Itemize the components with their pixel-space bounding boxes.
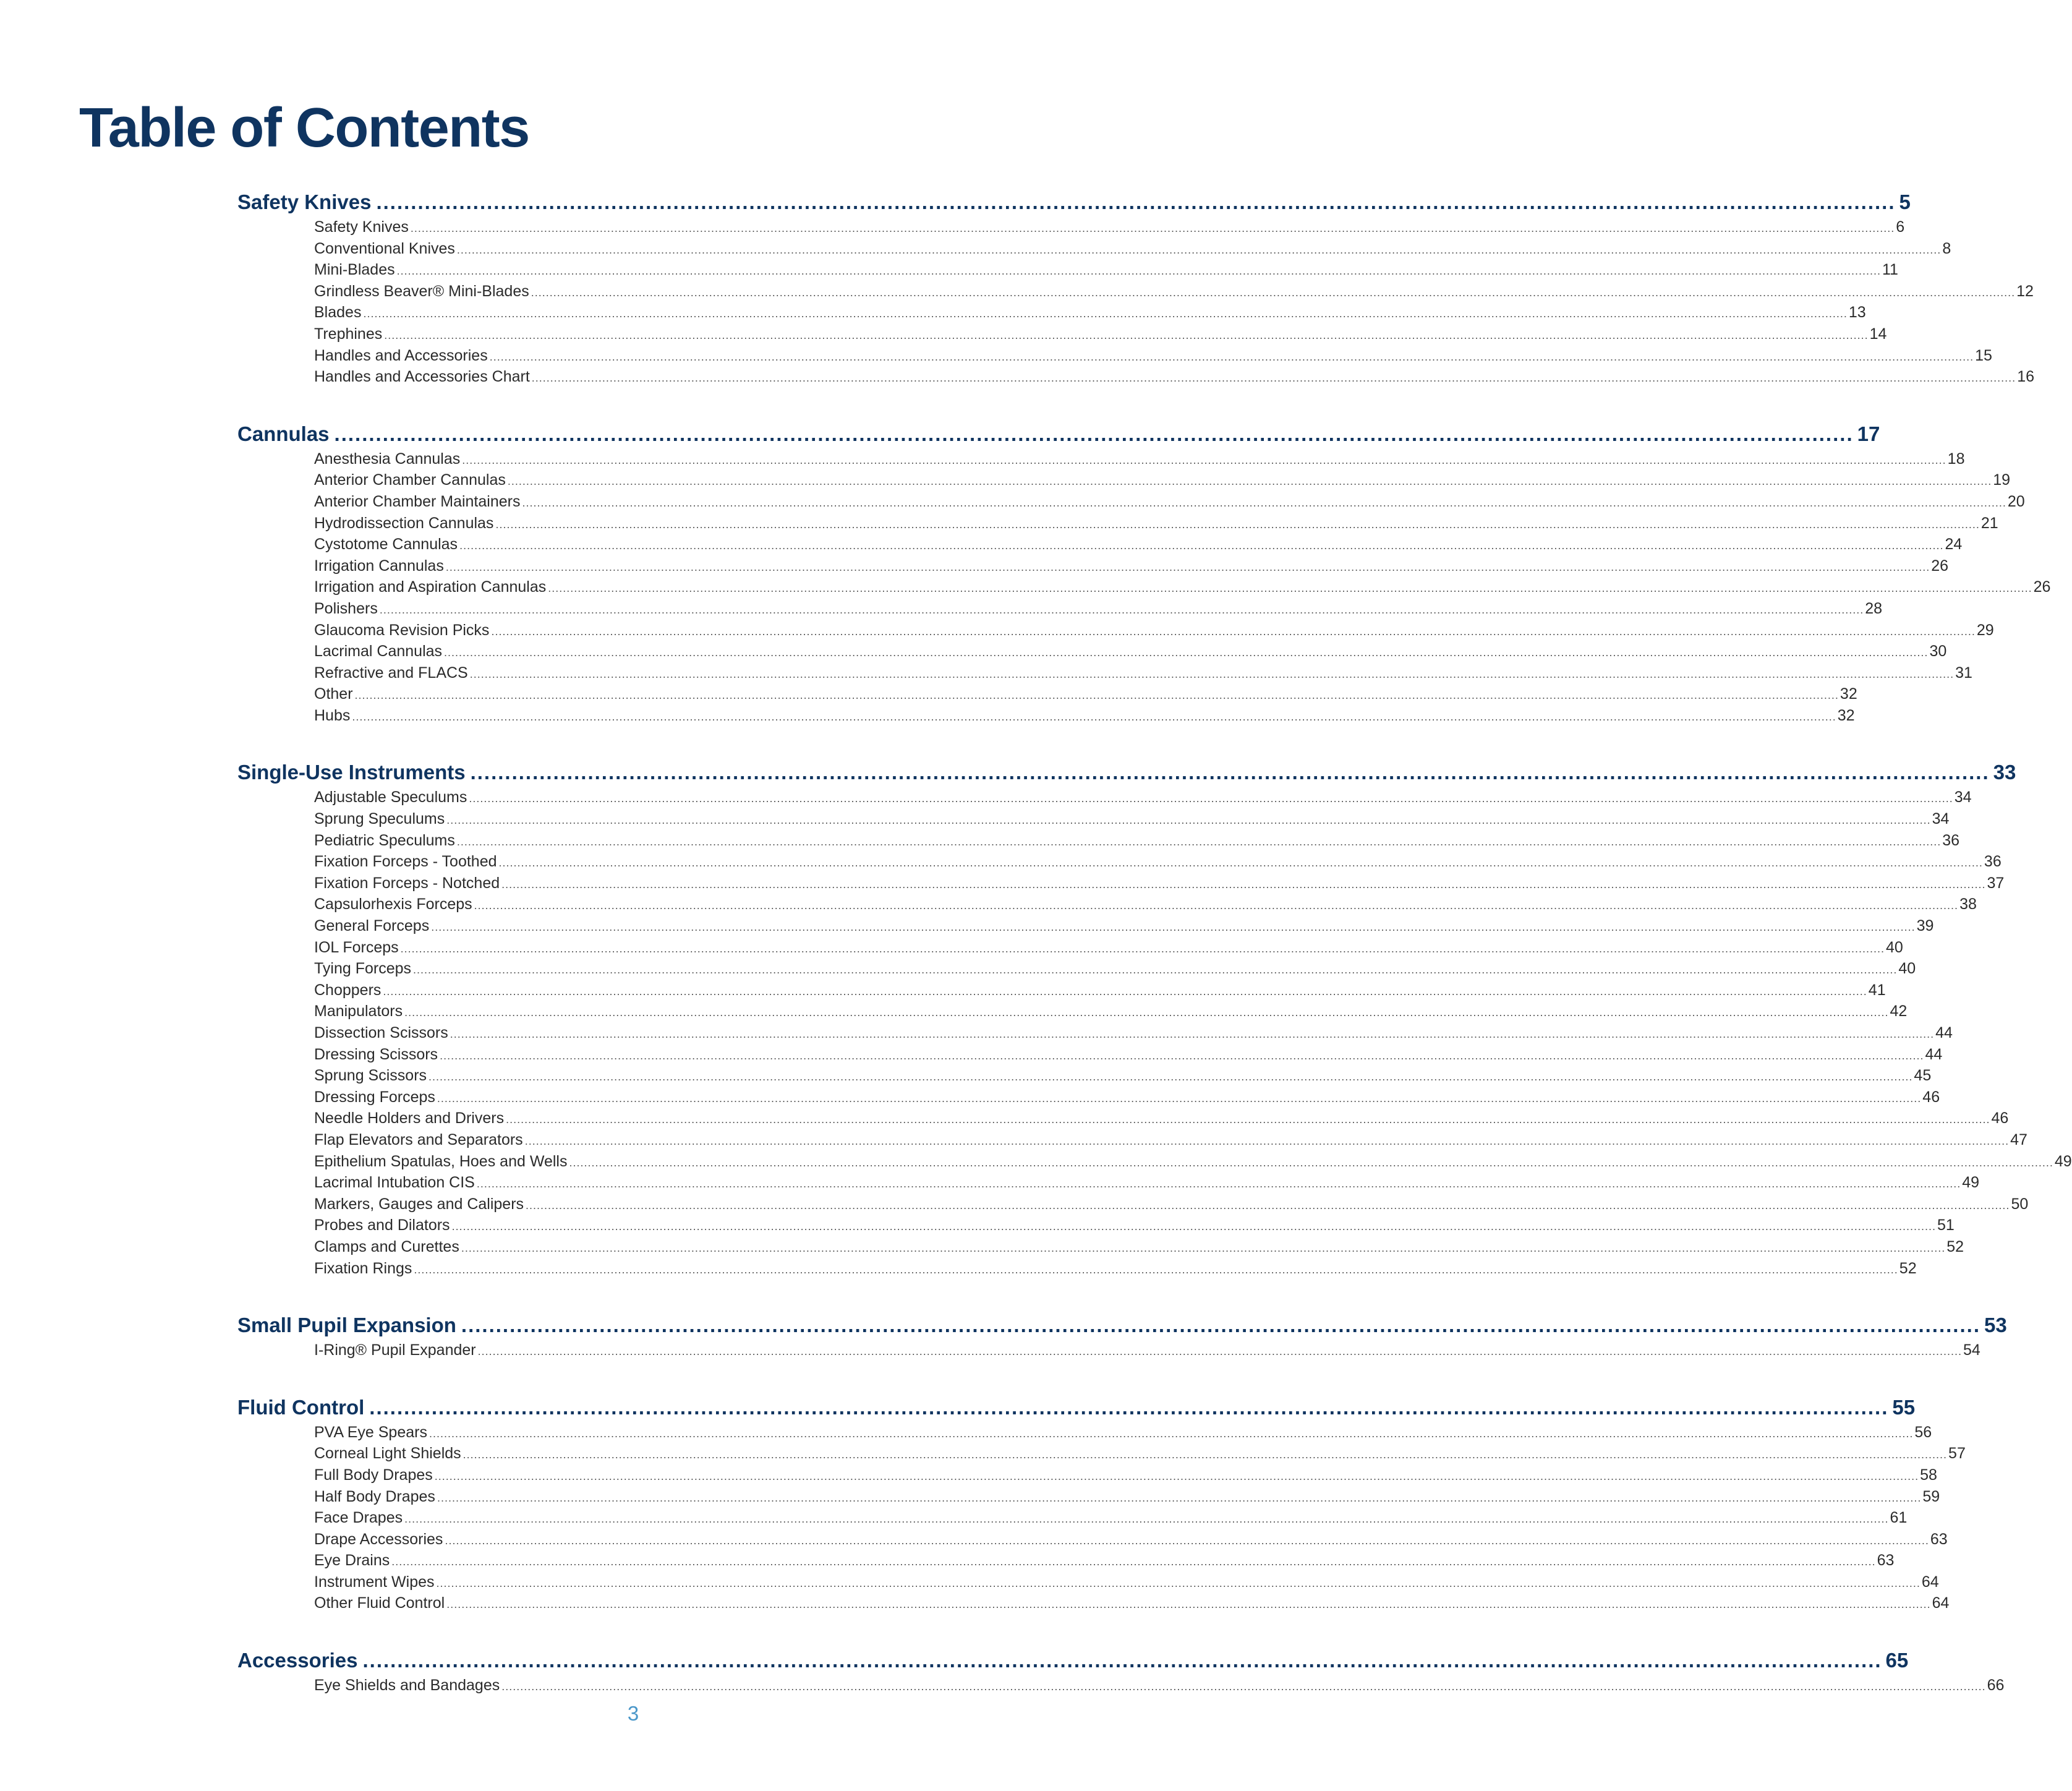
dot-leader: ................................................................................................................................................................................................................................................................................................................................................................................................................ <box>414 1263 1898 1276</box>
toc-item[interactable] <box>314 808 1950 830</box>
item-page-number: 40 <box>1898 960 1916 978</box>
toc-item[interactable] <box>314 1236 1964 1258</box>
toc-item[interactable] <box>314 1172 1980 1194</box>
section-title: Safety Knives <box>237 190 372 213</box>
item-page-number: 26 <box>2033 578 2051 596</box>
dot-leader: ............................................................................................................................................................................................................................ <box>461 1314 1980 1337</box>
toc-item[interactable] <box>314 1022 1953 1044</box>
dot-leader: ................................................................................................................................................................................................................................................................................................................................................................................................................ <box>498 857 1983 870</box>
item-label: Instrument Wipes <box>314 1573 435 1591</box>
dot-leader: ................................................................................................................................................................................................................................................................................................................................................................................................................ <box>404 1006 1889 1019</box>
toc-item[interactable] <box>314 259 1898 281</box>
item-label: Needle Holders and Drivers <box>314 1109 505 1127</box>
item-page-number: 39 <box>1916 917 1934 935</box>
dot-leader: ................................................................................................................................................................................................................................................................................................................................................................................................................ <box>391 1555 1876 1568</box>
item-label: Trephines <box>314 325 383 343</box>
item-label: Lacrimal Intubation CIS <box>314 1174 475 1192</box>
item-page-number: 44 <box>1925 1045 1943 1063</box>
item-label: Manipulators <box>314 1002 403 1020</box>
item-page-number: 54 <box>1963 1341 1980 1359</box>
item-page-number: 58 <box>1920 1466 1937 1484</box>
toc-item[interactable] <box>314 323 1887 345</box>
section-spacer <box>237 1279 1008 1311</box>
item-label: Half Body Drapes <box>314 1487 435 1505</box>
item-page-number: 51 <box>1937 1216 1955 1234</box>
toc-item[interactable] <box>314 555 1949 577</box>
item-label: I-Ring® Pupil Expander <box>314 1341 476 1359</box>
item-page-number: 46 <box>1991 1109 2009 1127</box>
toc-item[interactable] <box>314 915 1934 937</box>
item-page-number: 64 <box>1921 1573 1939 1591</box>
item-page-number: 40 <box>1886 938 1903 956</box>
item-label: Adjustable Speculums <box>314 789 467 806</box>
toc-item[interactable] <box>314 958 1916 980</box>
item-page-number: 47 <box>2010 1131 2027 1148</box>
item-label: Fixation Rings <box>314 1259 412 1277</box>
item-page-number: 32 <box>1840 685 1857 703</box>
dot-leader: ................................................................................................................................................................................................................................................................................................................................................................................................................ <box>428 1071 1913 1084</box>
dot-leader: ................................................................................................................................................................................................................................................................................................................................................................................................................ <box>400 942 1885 955</box>
item-page-number: 8 <box>1942 239 1951 257</box>
toc-item[interactable] <box>314 1129 2027 1151</box>
item-label: Anterior Chamber Maintainers <box>314 492 521 510</box>
toc-section <box>237 1646 2005 1696</box>
toc-item[interactable] <box>314 491 2025 513</box>
item-label: Glaucoma Revision Picks <box>314 621 490 639</box>
item-label: Fixation Forceps - Notched <box>314 874 500 892</box>
toc-item[interactable] <box>314 1529 1948 1550</box>
dot-leader: ................................................................................................................................................................................................................................................................................................................................................................................................................ <box>383 985 1867 998</box>
item-label: Safety Knives <box>314 218 409 236</box>
toc-item[interactable] <box>314 851 2002 873</box>
toc-item[interactable] <box>314 534 1963 555</box>
item-page-number: 14 <box>1869 325 1887 343</box>
dot-leader: ................................................................................................................................................................................................................................................................................................................................................................................................................ <box>437 1491 1922 1504</box>
item-page-number: 49 <box>2054 1152 2072 1170</box>
toc-item[interactable] <box>314 1258 1917 1280</box>
dot-leader: ................................................................................................................................................................................................................................................................................................................................................................................................................ <box>354 689 1839 702</box>
item-page-number: 6 <box>1896 218 1905 236</box>
dot-leader: ................................................................................................................................................................................................................................................................................................................................................................................................................ <box>396 265 1881 278</box>
dot-leader: ............................................................................................................................................................................................................................ <box>334 422 1854 445</box>
item-label: Conventional Knives <box>314 239 455 257</box>
dot-leader: ................................................................................................................................................................................................................................................................................................................................................................................................................ <box>450 1028 1935 1040</box>
toc-item[interactable] <box>314 598 1883 620</box>
item-label: Flap Elevators and Separators <box>314 1131 523 1148</box>
toc-item[interactable] <box>314 576 2051 598</box>
item-label: Sprung Speculums <box>314 810 445 828</box>
item-page-number: 41 <box>1868 981 1886 999</box>
dot-leader: ................................................................................................................................................................................................................................................................................................................................................................................................................ <box>451 1220 1936 1233</box>
toc-item[interactable] <box>314 787 1972 808</box>
section-page-number: 17 <box>1857 422 1880 445</box>
item-page-number: 36 <box>1984 853 2002 871</box>
item-page-number: 46 <box>1922 1088 1940 1106</box>
dot-leader: ................................................................................................................................................................................................................................................................................................................................................................................................................ <box>548 582 2032 595</box>
toc-item[interactable] <box>314 1507 1908 1529</box>
item-page-number: 52 <box>1946 1237 1964 1255</box>
toc-section <box>237 188 2034 420</box>
item-label: Eye Shields and Bandages <box>314 1677 500 1695</box>
dot-leader: ................................................................................................................................................................................................................................................................................................................................................................................................................ <box>446 1598 1931 1611</box>
dot-leader: ................................................................................................................................................................................................................................................................................................................................................................................................................ <box>384 328 1869 341</box>
dot-leader: ................................................................................................................................................................................................................................................................................................................................................................................................................ <box>501 1680 1986 1693</box>
item-page-number: 29 <box>1976 621 1994 639</box>
item-label: Grindless Beaver® Mini-Blades <box>314 282 529 300</box>
dot-leader: ................................................................................................................................................................................................................................................................................................................................................................................................................ <box>476 1178 1961 1190</box>
item-page-number: 66 <box>1987 1677 2005 1695</box>
toc-item-list <box>314 448 2051 727</box>
item-label: Corneal Light Shields <box>314 1445 461 1463</box>
section-spacer <box>237 1361 1008 1393</box>
item-label: Dissection Scissors <box>314 1024 448 1041</box>
item-label: Lacrimal Cannulas <box>314 643 443 660</box>
dot-leader: ................................................................................................................................................................................................................................................................................................................................................................................................................ <box>491 625 1976 638</box>
toc-item[interactable] <box>314 345 1992 367</box>
dot-leader: ................................................................................................................................................................................................................................................................................................................................................................................................................ <box>404 1513 1889 1526</box>
toc-section <box>237 1311 2007 1393</box>
item-label: Dressing Scissors <box>314 1045 438 1063</box>
item-label: Sprung Scissors <box>314 1067 427 1085</box>
dot-leader: ................................................................................................................................................................................................................................................................................................................................................................................................................ <box>461 1241 1946 1254</box>
dot-leader: ................................................................................................................................................................................................................................................................................................................................................................................................................ <box>569 1156 2053 1169</box>
dot-leader: ................................................................................................................................................................................................................................................................................................................................................................................................................ <box>445 560 1930 573</box>
item-page-number: 64 <box>1932 1594 1950 1612</box>
item-page-number: 61 <box>1890 1509 1908 1527</box>
item-page-number: 19 <box>1993 471 2011 489</box>
section-title: Fluid Control <box>237 1395 365 1419</box>
dot-leader: ............................................................................................................................................................................................................................ <box>362 1649 1882 1672</box>
dot-leader: ................................................................................................................................................................................................................................................................................................................................................................................................................ <box>446 814 1931 827</box>
toc-item[interactable] <box>314 1044 1943 1066</box>
dot-leader: ................................................................................................................................................................................................................................................................................................................................................................................................................ <box>495 518 1980 531</box>
item-page-number: 63 <box>1877 1552 1895 1570</box>
dot-leader: ................................................................................................................................................................................................................................................................................................................................................................................................................ <box>522 496 2006 509</box>
item-page-number: 12 <box>2016 282 2034 300</box>
toc-item[interactable] <box>314 1108 2009 1129</box>
item-label: Dressing Forceps <box>314 1088 435 1106</box>
toc-section-heading[interactable] <box>237 1393 1916 1422</box>
toc-item[interactable] <box>314 1087 1940 1108</box>
toc-item[interactable] <box>314 366 2034 388</box>
item-page-number: 31 <box>1955 664 1972 682</box>
toc-item[interactable] <box>314 1592 1950 1614</box>
item-label: Markers, Gauges and Calipers <box>314 1195 524 1213</box>
dot-leader: ................................................................................................................................................................................................................................................................................................................................................................................................................ <box>444 646 1929 659</box>
toc-item[interactable] <box>314 1550 1895 1571</box>
section-spacer <box>237 388 1008 420</box>
toc-item[interactable] <box>314 1443 1966 1464</box>
item-label: PVA Eye Spears <box>314 1423 427 1441</box>
item-page-number: 63 <box>1930 1530 1948 1548</box>
item-label: Capsulorhexis Forceps <box>314 896 472 913</box>
item-label: Tying Forceps <box>314 960 412 978</box>
dot-leader: ................................................................................................................................................................................................................................................................................................................................................................................................................ <box>506 1113 1990 1126</box>
toc-item[interactable] <box>314 1001 1908 1022</box>
item-page-number: 28 <box>1865 599 1883 617</box>
toc-item-list <box>314 1675 2005 1696</box>
item-page-number: 45 <box>1914 1067 1932 1085</box>
toc-item[interactable] <box>314 1464 1937 1486</box>
toc-item[interactable] <box>314 1486 1940 1508</box>
item-label: Handles and Accessories Chart <box>314 368 530 386</box>
toc-item[interactable] <box>314 448 1965 470</box>
dot-leader: ............................................................................................................................................................................................................................ <box>369 1395 1889 1419</box>
item-page-number: 34 <box>1932 810 1950 828</box>
dot-leader: ................................................................................................................................................................................................................................................................................................................................................................................................................ <box>507 475 1992 488</box>
item-label: Anterior Chamber Cannulas <box>314 471 506 489</box>
dot-leader: ................................................................................................................................................................................................................................................................................................................................................................................................................ <box>463 1448 1948 1461</box>
toc-section-heading[interactable] <box>237 1646 1909 1675</box>
dot-leader: ................................................................................................................................................................................................................................................................................................................................................................................................................ <box>437 1092 1922 1105</box>
item-label: Cystotome Cannulas <box>314 536 458 554</box>
toc-item[interactable] <box>314 662 1972 684</box>
item-label: Fixation Forceps - Toothed <box>314 853 497 871</box>
item-page-number: 57 <box>1948 1445 1966 1463</box>
toc-item-list <box>314 1422 1966 1614</box>
item-label: Handles and Accessories <box>314 346 488 364</box>
toc-section <box>237 1393 1966 1646</box>
toc-item[interactable] <box>314 980 1886 1001</box>
item-label: IOL Forceps <box>314 938 399 956</box>
item-page-number: 49 <box>1962 1174 1980 1192</box>
dot-leader: ................................................................................................................................................................................................................................................................................................................................................................................................................ <box>501 878 1986 891</box>
item-label: Drape Accessories <box>314 1530 443 1548</box>
toc-item[interactable] <box>314 830 1960 852</box>
dot-leader: ................................................................................................................................................................................................................................................................................................................................................................................................................ <box>474 899 1959 912</box>
dot-leader: ................................................................................................................................................................................................................................................................................................................................................................................................................ <box>526 1199 2010 1212</box>
item-page-number: 37 <box>1987 874 2005 892</box>
section-page-number: 55 <box>1892 1395 1916 1419</box>
dot-leader: ................................................................................................................................................................................................................................................................................................................................................................................................................ <box>445 1534 1929 1547</box>
toc-item-list <box>314 216 2034 388</box>
toc-item[interactable] <box>314 216 1905 238</box>
item-label: Refractive and FLACS <box>314 664 468 682</box>
item-label: Clamps and Curettes <box>314 1237 459 1255</box>
item-label: Choppers <box>314 981 382 999</box>
toc-item[interactable] <box>314 1194 2029 1215</box>
toc-item[interactable] <box>314 1340 1980 1361</box>
toc-section-heading[interactable] <box>237 758 2016 787</box>
dot-leader: ................................................................................................................................................................................................................................................................................................................................................................................................................ <box>434 1469 1919 1482</box>
item-label: Polishers <box>314 599 378 617</box>
toc-item[interactable] <box>314 705 1855 727</box>
item-label: Other Fluid Control <box>314 1594 445 1612</box>
item-label: Irrigation and Aspiration Cannulas <box>314 578 547 596</box>
toc-item[interactable] <box>314 641 1947 662</box>
dot-leader: ................................................................................................................................................................................................................................................................................................................................................................................................................ <box>352 710 1836 723</box>
item-page-number: 34 <box>1954 789 1972 806</box>
dot-leader: ................................................................................................................................................................................................................................................................................................................................................................................................................ <box>428 1427 1914 1440</box>
toc-section-heading[interactable] <box>237 420 1880 448</box>
item-label: Pediatric Speculums <box>314 831 455 849</box>
section-title: Cannulas <box>237 422 330 445</box>
toc-item[interactable] <box>314 1675 2005 1696</box>
page-title: Table of Contents <box>79 97 529 159</box>
item-page-number: 30 <box>1929 643 1947 660</box>
section-page-number: 53 <box>1984 1314 2007 1337</box>
dot-leader: ................................................................................................................................................................................................................................................................................................................................................................................................................ <box>477 1345 1962 1358</box>
item-page-number: 16 <box>2017 368 2034 386</box>
item-page-number: 13 <box>1848 304 1866 322</box>
item-page-number: 18 <box>1947 450 1965 468</box>
dot-leader: ................................................................................................................................................................................................................................................................................................................................................................................................................ <box>469 667 1955 680</box>
dot-leader: ................................................................................................................................................................................................................................................................................................................................................................................................................ <box>524 1134 2010 1147</box>
dot-leader: ................................................................................................................................................................................................................................................................................................................................................................................................................ <box>531 372 2016 385</box>
item-page-number: 59 <box>1922 1487 1940 1505</box>
section-page-number: 5 <box>1899 190 1911 213</box>
toc-item[interactable] <box>314 894 1977 915</box>
item-label: Epithelium Spatulas, Hoes and Wells <box>314 1152 568 1170</box>
item-page-number: 36 <box>1942 831 1960 849</box>
toc-item[interactable] <box>314 873 2005 894</box>
toc-section-heading[interactable] <box>237 188 1911 216</box>
dot-leader: ................................................................................................................................................................................................................................................................................................................................................................................................................ <box>413 964 1898 977</box>
toc-item-list <box>314 787 2072 1279</box>
item-label: General Forceps <box>314 917 430 935</box>
toc-item[interactable] <box>314 620 1994 641</box>
dot-leader: ................................................................................................................................................................................................................................................................................................................................................................................................................ <box>469 792 1953 805</box>
item-page-number: 52 <box>1899 1259 1917 1277</box>
dot-leader: ................................................................................................................................................................................................................................................................................................................................................................................................................ <box>531 286 2016 299</box>
item-label: Eye Drains <box>314 1552 390 1570</box>
dot-leader: ............................................................................................................................................................................................................................ <box>376 190 1896 213</box>
toc-item[interactable] <box>314 281 2034 302</box>
item-label: Blades <box>314 304 362 322</box>
item-page-number: 44 <box>1935 1024 1953 1041</box>
dot-leader: ............................................................................................................................................................................................................................ <box>470 761 1990 784</box>
item-page-number: 56 <box>1914 1423 1932 1441</box>
toc-item[interactable] <box>314 513 1998 534</box>
item-page-number: 50 <box>2011 1195 2029 1213</box>
section-spacer <box>237 726 1008 758</box>
toc-item[interactable] <box>314 1422 1932 1443</box>
section-page-number: 65 <box>1885 1649 1909 1672</box>
item-page-number: 38 <box>1959 896 1977 913</box>
item-label: Hubs <box>314 706 351 724</box>
dot-leader: ................................................................................................................................................................................................................................................................................................................................................................................................................ <box>436 1576 1921 1589</box>
item-page-number: 42 <box>1890 1002 1908 1020</box>
dot-leader: ................................................................................................................................................................................................................................................................................................................................................................................................................ <box>440 1049 1924 1062</box>
dot-leader: ................................................................................................................................................................................................................................................................................................................................................................................................................ <box>379 603 1864 616</box>
toc-item[interactable] <box>314 1065 1932 1087</box>
toc-section-heading[interactable] <box>237 1311 2007 1340</box>
toc-item[interactable] <box>314 238 1951 260</box>
toc-item[interactable] <box>314 683 1857 705</box>
dot-leader: ................................................................................................................................................................................................................................................................................................................................................................................................................ <box>459 539 1944 552</box>
dot-leader: ................................................................................................................................................................................................................................................................................................................................................................................................................ <box>363 307 1848 320</box>
dot-leader: ................................................................................................................................................................................................................................................................................................................................................................................................................ <box>462 453 1946 466</box>
section-title: Accessories <box>237 1649 358 1672</box>
item-label: Anesthesia Cannulas <box>314 450 461 468</box>
toc-item[interactable] <box>314 1215 1955 1236</box>
toc-item[interactable] <box>314 937 1903 959</box>
section-page-number: 33 <box>1993 761 2016 784</box>
item-page-number: 15 <box>1975 346 1992 364</box>
dot-leader: ................................................................................................................................................................................................................................................................................................................................................................................................................ <box>431 921 1916 934</box>
item-label: Face Drapes <box>314 1509 403 1527</box>
item-label: Full Body Drapes <box>314 1466 433 1484</box>
toc-item[interactable] <box>314 302 1866 323</box>
item-page-number: 21 <box>1980 514 1998 532</box>
item-label: Hydrodissection Cannulas <box>314 514 494 532</box>
section-title: Small Pupil Expansion <box>237 1314 456 1337</box>
dot-leader: ................................................................................................................................................................................................................................................................................................................................................................................................................ <box>456 835 1942 848</box>
dot-leader: ................................................................................................................................................................................................................................................................................................................................................................................................................ <box>410 222 1895 234</box>
table-of-contents <box>237 188 2072 1696</box>
toc-item[interactable] <box>314 1571 1939 1593</box>
item-page-number: 20 <box>2007 492 2025 510</box>
section-spacer <box>237 1614 1008 1646</box>
item-label: Mini-Blades <box>314 261 395 279</box>
toc-section <box>237 758 2072 1311</box>
page-number: 3 <box>627 1702 639 1725</box>
item-label: Probes and Dilators <box>314 1216 450 1234</box>
item-page-number: 32 <box>1837 706 1855 724</box>
toc-item[interactable] <box>314 1151 2072 1173</box>
toc-item-list <box>314 1340 1980 1361</box>
toc-item[interactable] <box>314 469 2011 491</box>
dot-leader: ................................................................................................................................................................................................................................................................................................................................................................................................................ <box>489 350 1974 363</box>
toc-section <box>237 420 2051 759</box>
item-page-number: 11 <box>1882 261 1898 279</box>
item-page-number: 26 <box>1931 557 1949 575</box>
dot-leader: ................................................................................................................................................................................................................................................................................................................................................................................................................ <box>456 243 1942 256</box>
item-label: Other <box>314 685 353 703</box>
item-label: Irrigation Cannulas <box>314 557 444 575</box>
section-title: Single-Use Instruments <box>237 761 466 784</box>
item-page-number: 24 <box>1945 536 1963 554</box>
